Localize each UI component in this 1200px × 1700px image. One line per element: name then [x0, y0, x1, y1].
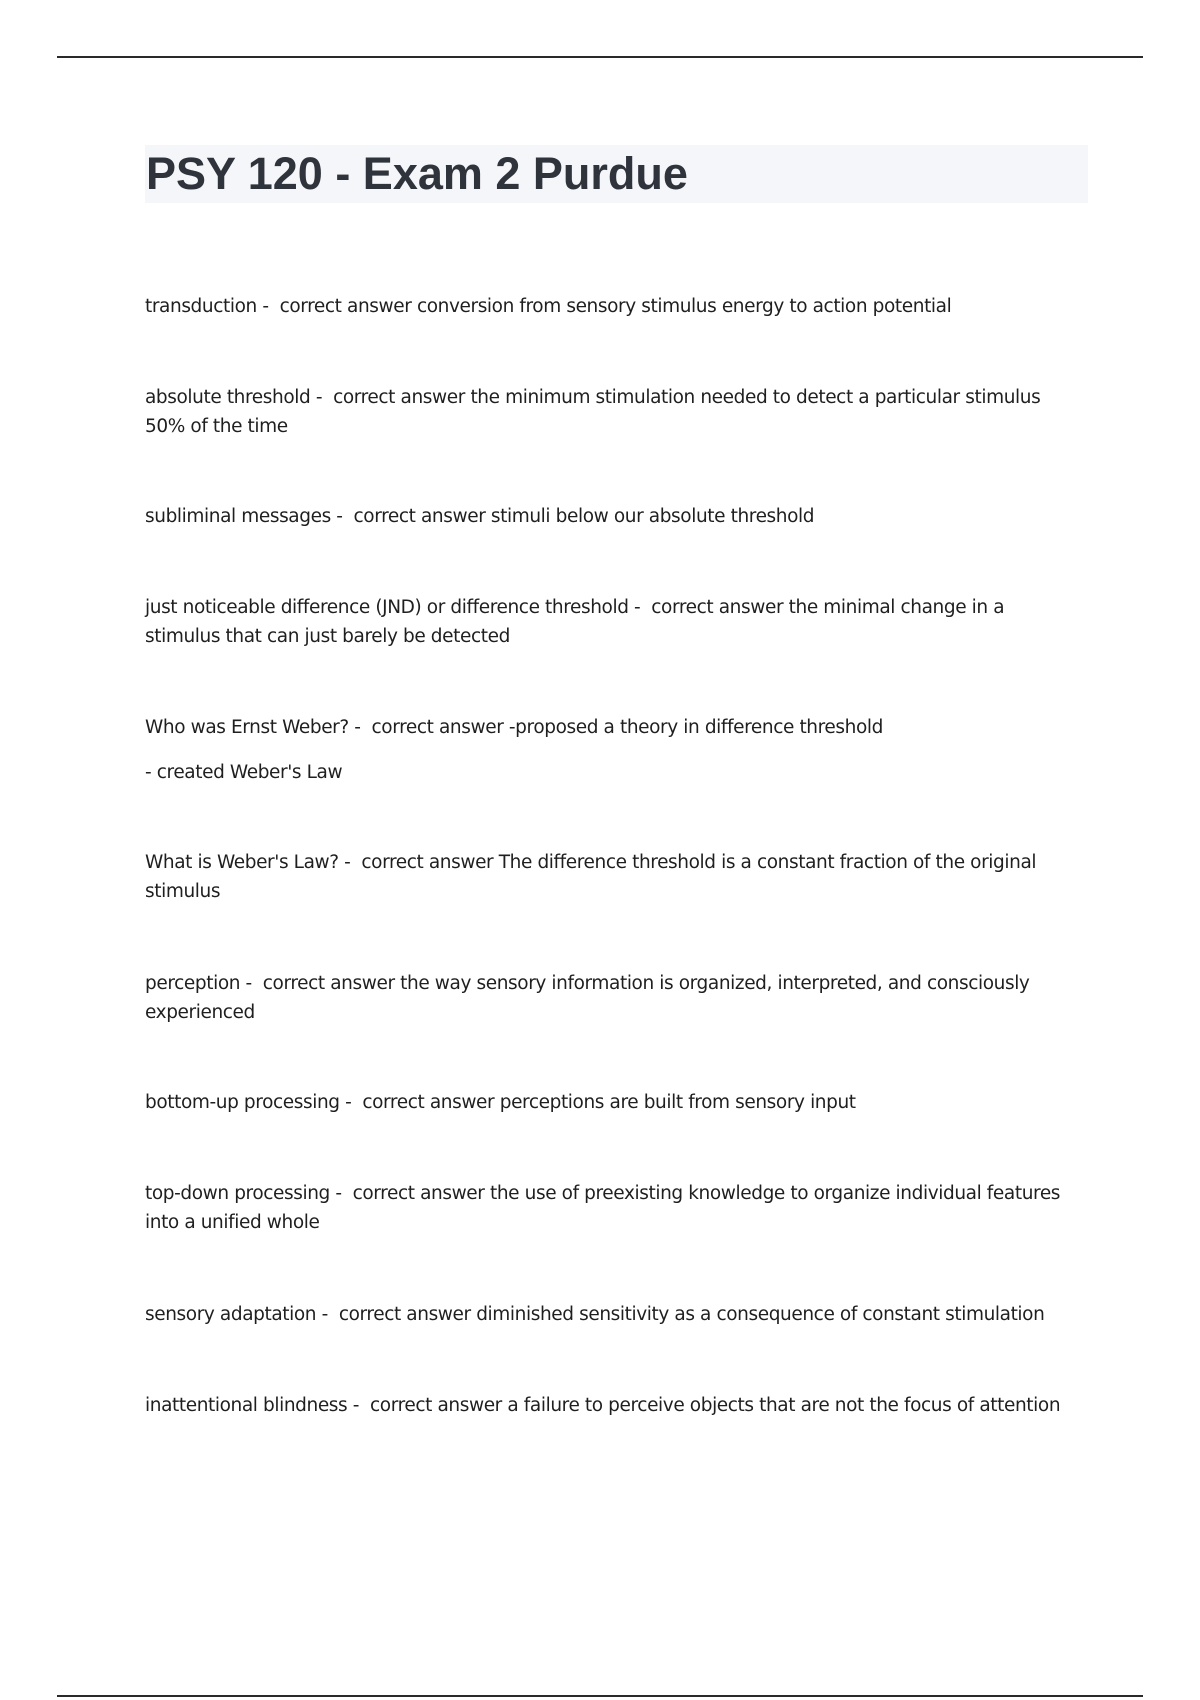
card-webers-law: What is Weber's Law? - correct answer The difference threshold is a constant fraction of the original stimulus	[145, 852, 1037, 902]
card-absolute-threshold: absolute threshold - correct answer the minimum stimulation needed to detect a particular stimulus 50% of the time	[145, 387, 1041, 437]
card-answer: perceptions are built from sensory input	[499, 1092, 856, 1113]
card-sensory-adaptation: sensory adaptation - correct answer diminished sensitivity as a consequence of constant stimulation	[145, 1304, 1045, 1325]
card-answer: a failure to perceive objects that are not the focus of attention	[507, 1395, 1061, 1416]
card-answer: -proposed a theory in difference threshold	[508, 717, 883, 738]
card-term: What is Weber's Law?	[145, 852, 339, 873]
card-ernst-weber-extra: - created Weber's Law	[145, 762, 343, 783]
answer-label: correct answer	[353, 506, 486, 527]
card-term: absolute threshold	[145, 387, 311, 408]
answer-label: correct answer	[352, 1183, 485, 1204]
top-divider	[57, 56, 1143, 58]
card-term: bottom-up processing	[145, 1092, 340, 1113]
answer-label: correct answer	[361, 852, 494, 873]
card-answer: the use of preexisting knowledge to organize individual features into a unified whole	[145, 1183, 1061, 1233]
card-answer: conversion from sensory stimulus energy to action potential	[416, 296, 952, 317]
card-transduction: transduction - correct answer conversion from sensory stimulus energy to action potential	[145, 296, 952, 317]
answer-label: correct answer	[279, 296, 412, 317]
card-answer: stimuli below our absolute threshold	[490, 506, 815, 527]
card-answer: the minimum stimulation needed to detect a particular stimulus 50% of the time	[145, 387, 1041, 437]
card-term: Who was Ernst Weber?	[145, 717, 349, 738]
answer-label: correct answer	[371, 717, 504, 738]
card-inattentional-blindness: inattentional blindness - correct answer a failure to perceive objects that are not the focus of attention	[145, 1395, 1061, 1416]
card-term: top-down processing	[145, 1183, 330, 1204]
card-jnd: just noticeable difference (JND) or difference threshold - correct answer the minimal change in a stimulus that can just barely be detected	[145, 597, 1005, 647]
card-perception: perception - correct answer the way sensory information is organized, interpreted, and consciously experienced	[145, 973, 1030, 1023]
card-ernst-weber: Who was Ernst Weber? - correct answer -proposed a theory in difference threshold	[145, 717, 883, 738]
answer-label: correct answer	[338, 1304, 471, 1325]
card-subliminal-messages: subliminal messages - correct answer stimuli below our absolute threshold	[145, 506, 815, 527]
card-term: just noticeable difference (JND) or difference threshold	[145, 597, 629, 618]
card-top-down-processing: top-down processing - correct answer the use of preexisting knowledge to organize individual features into a unified whole	[145, 1183, 1061, 1233]
card-term: transduction	[145, 296, 257, 317]
answer-label: correct answer	[370, 1395, 502, 1416]
answer-label: correct answer	[333, 387, 465, 408]
answer-label: correct answer	[362, 1092, 495, 1113]
card-term: perception	[145, 973, 241, 994]
answer-label: correct answer	[262, 973, 395, 994]
card-bottom-up-processing: bottom-up processing - correct answer perceptions are built from sensory input	[145, 1092, 856, 1113]
document-title: PSY 120 - Exam 2 Purdue	[146, 148, 688, 199]
card-answer: The difference threshold is a constant fraction of the original stimulus	[145, 852, 1037, 902]
card-answer: the way sensory information is organized, interpreted, and consciously experienced	[145, 973, 1030, 1023]
bottom-divider	[57, 1695, 1143, 1697]
card-answer: diminished sensitivity as a consequence of constant stimulation	[476, 1304, 1045, 1325]
card-term: sensory adaptation	[145, 1304, 317, 1325]
card-term: inattentional blindness	[145, 1395, 348, 1416]
card-answer: the minimal change in a stimulus that can just barely be detected	[145, 597, 1005, 647]
card-term: subliminal messages	[145, 506, 331, 527]
answer-label: correct answer	[651, 597, 784, 618]
